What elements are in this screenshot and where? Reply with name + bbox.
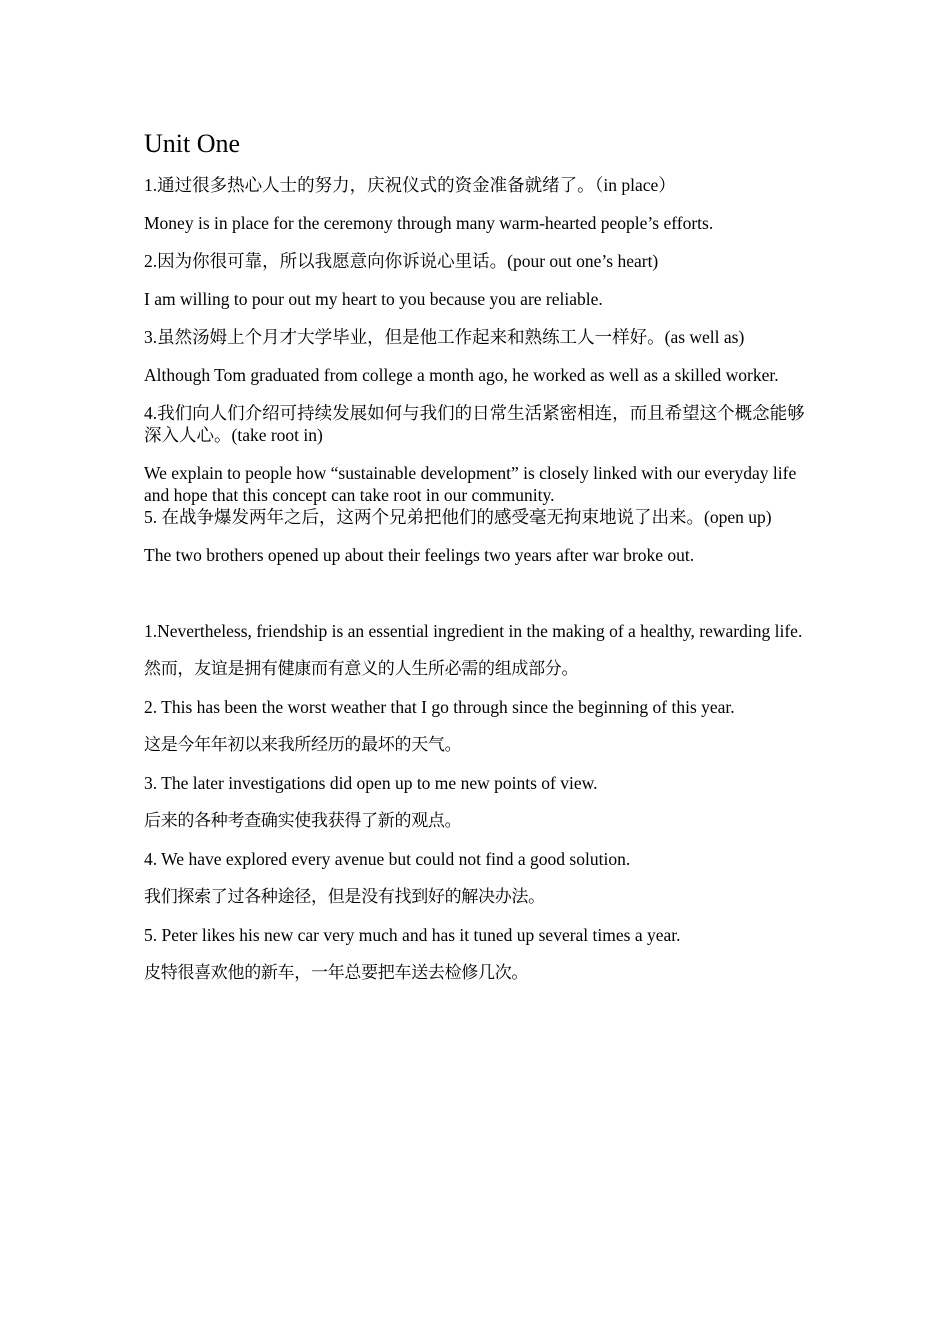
sentence-5-chinese: 皮特很喜欢他的新车，一年总要把车送去检修几次。 — [144, 963, 529, 983]
document-body — [144, 128, 808, 1000]
exercise-4-chinese: 4.我们向人们介绍可持续发展如何与我们的日常生活紧密相连，而且希望这个概念能够深入人心。(take root in) — [144, 403, 805, 445]
section-spacer — [144, 582, 808, 620]
translation-section-en-to-zh — [144, 620, 808, 984]
exercise-3-chinese: 3.虽然汤姆上个月才大学毕业，但是他工作起来和熟练工人一样好。(as well as) — [144, 327, 745, 347]
exercise-3-english: Although Tom graduated from college a month ago, he worked as well as a skilled worker. — [144, 365, 779, 385]
translation-section-zh-to-en — [144, 174, 808, 566]
sentence-4-chinese: 我们探索了过各种途径，但是没有找到好的解决办法。 — [144, 887, 545, 907]
exercise-2-chinese: 2.因为你很可靠，所以我愿意向你诉说心里话。(pour out one’s heart) — [144, 251, 659, 271]
sentence-1-chinese: 然而，友谊是拥有健康而有意义的人生所必需的组成部分。 — [144, 659, 579, 679]
sentence-2-chinese: 这是今年年初以来我所经历的最坏的天气。 — [144, 735, 462, 755]
exercise-1-chinese: 1.通过很多热心人士的努力，庆祝仪式的资金准备就绪了。（in place） — [144, 175, 676, 195]
sentence-2-english: 2. This has been the worst weather that I go through since the beginning of this year. — [144, 697, 735, 717]
sentence-4-english: 4. We have explored every avenue but could not find a good solution. — [144, 849, 631, 869]
sentence-5-english: 5. Peter likes his new car very much and has it tuned up several times a year. — [144, 925, 681, 945]
exercise-2-english: I am willing to pour out my heart to you because you are reliable. — [144, 289, 603, 309]
exercise-4-english: We explain to people how “sustainable development” is closely linked with our everyday life and hope that this concept can take root in our community. — [144, 463, 797, 505]
exercise-5-chinese: 5. 在战争爆发两年之后，这两个兄弟把他们的感受毫无拘束地说了出来。(open up) — [144, 507, 772, 527]
unit-title: Unit One — [144, 129, 241, 158]
exercise-5-english: The two brothers opened up about their feelings two years after war broke out. — [144, 545, 695, 565]
sentence-3-english: 3. The later investigations did open up to me new points of view. — [144, 773, 598, 793]
sentence-3-chinese: 后来的各种考查确实使我获得了新的观点。 — [144, 811, 462, 831]
exercise-1-english: Money is in place for the ceremony through many warm-hearted people’s efforts. — [144, 213, 714, 233]
sentence-1-english: 1.Nevertheless, friendship is an essential ingredient in the making of a healthy, rewarding life. — [144, 621, 803, 641]
